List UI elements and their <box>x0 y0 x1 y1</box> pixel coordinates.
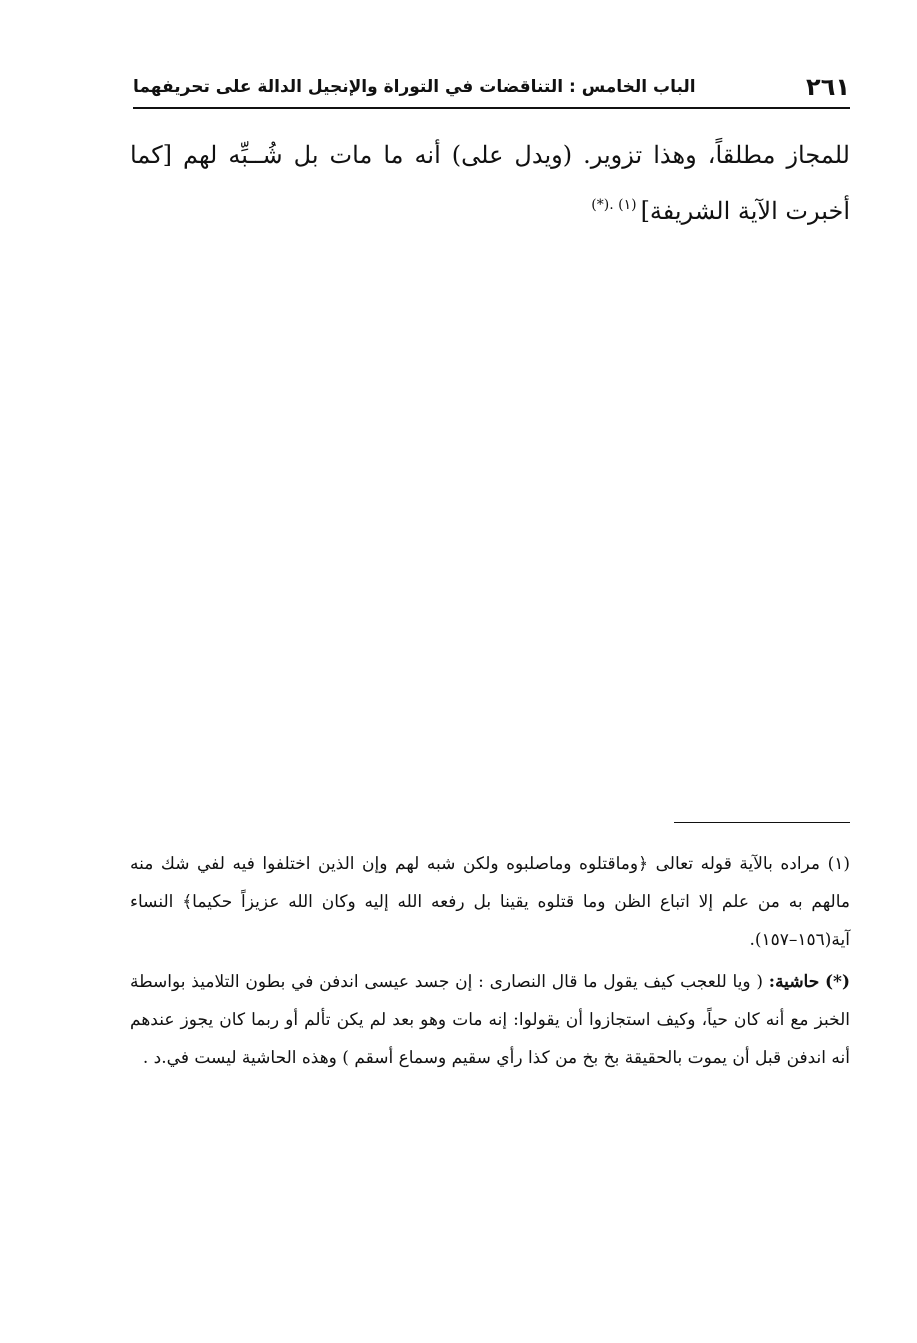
running-title: الباب الخامس : التناقضات في التوراة والإنجيل الدالة على تحريفهما <box>133 77 696 97</box>
footnote-1-marker: (١) <box>827 854 850 874</box>
footnote-references[interactable]: (١) .(*) <box>591 197 637 213</box>
footnote-2 <box>130 963 850 1077</box>
body-paragraph-text: للمجاز مطلقاً، وهذا تزوير. (ويدل على) أنه ما مات بل شُــبِّه لهم [كما أخبرت الآية الشريفة] <box>130 141 850 225</box>
footnote-2-label: حاشية: <box>768 972 820 992</box>
footnote-separator <box>674 822 850 823</box>
footnote-1 <box>130 845 850 959</box>
page-header <box>133 72 850 106</box>
header-rule <box>133 107 850 109</box>
footnote-2-text: ( ويا للعجب كيف يقول ما قال النصارى : إن جسد عيسى اندفن في بطون التلاميذ بواسطة الخبز مع أنه كان حياً، وكيف استجازوا أن يقولوا: إنه مات وهو بعد لم يكن تألم أو ربما كان يجوز عندهم أنه اندفن قبل أن يموت بالحقيقة بخ بخ من كذا رأي سقيم وسماع أسقم ) وهذه الحاشية ليست في.د . <box>130 972 850 1068</box>
body-paragraph <box>130 130 850 236</box>
body-text <box>130 130 850 236</box>
footnote-1-text: مراده بالآية قوله تعالى ﴿وماقتلوه وماصلبوه ولكن شبه لهم وإن الذين اختلفوا فيه لفي شك منه مالهم به من علم إلا اتباع الظن وما قتلوه يقينا بل رفعه الله إليه وكان الله عزيزاً حكيما﴾ النساء آية(١٥٦–١٥٧). <box>130 854 850 950</box>
footnote-2-marker: (*) <box>825 972 850 992</box>
page-number: ٢٦١ <box>806 73 850 101</box>
footnotes-section <box>130 845 850 1081</box>
